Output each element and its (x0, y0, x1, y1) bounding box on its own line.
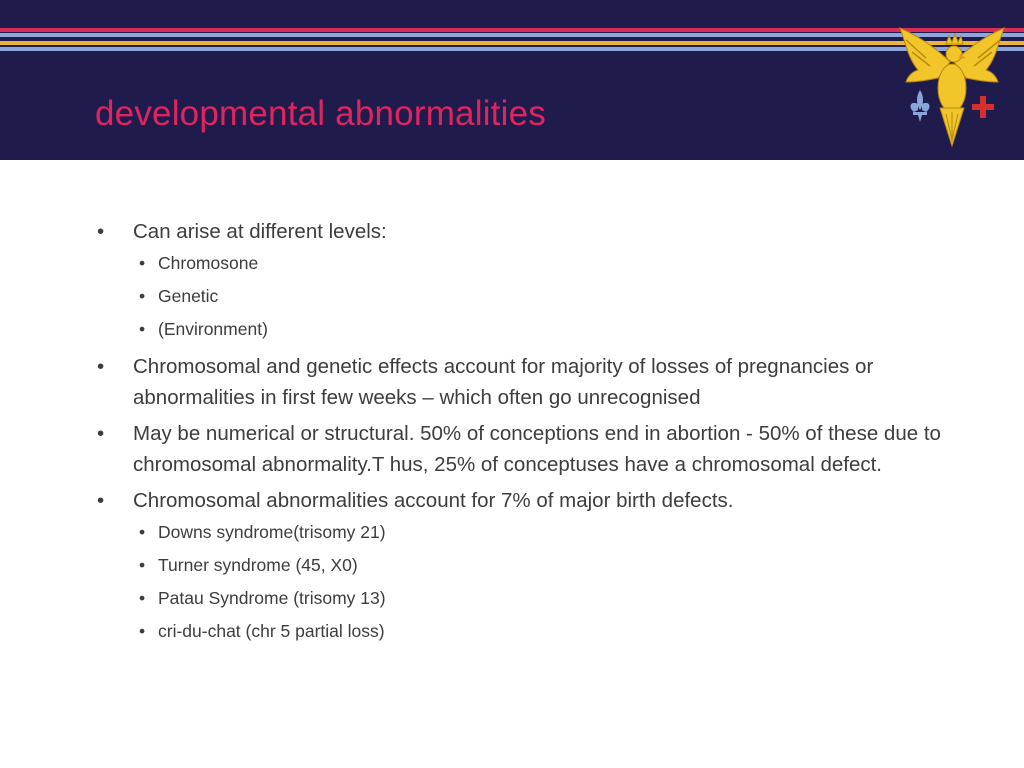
sub-bullet-item: • (Environment) (139, 319, 268, 339)
stripe-gold (0, 41, 1024, 45)
eagle-crest-icon (896, 18, 1008, 150)
bullet-item: • Chromosomal abnormalities account for 7% of major birth defects. (97, 489, 734, 512)
sub-bullet-item: • cri-du-chat (chr 5 partial loss) (139, 621, 385, 641)
slide-header (0, 0, 1024, 160)
sub-bullet-item: • Genetic (139, 286, 219, 306)
fleur-de-lis-icon (911, 90, 930, 122)
bullet-text: Chromosomal and genetic effects account for majority of losses of pregnancies or abnormalities in first few weeks – which often go unrecognised (133, 355, 874, 409)
stripe-blue-bottom (0, 47, 1024, 51)
bullet-item: • May be numerical or structural. 50% of conceptions end in abortion - 50% of these due to chromosomal abnormality.T hus, 25% of conceptuses have a chromosomal defect. (97, 422, 941, 476)
sub-bullet-item: • Turner syndrome (45, X0) (139, 555, 358, 575)
sub-bullet-list (95, 521, 955, 643)
sub-bullet-list (95, 252, 955, 341)
stripe-blue-top (0, 33, 1024, 37)
cross-icon (972, 96, 994, 118)
bullet-text: Chromosomal abnormalities account for 7% of major birth defects. (133, 489, 734, 512)
stripe-red-top (0, 28, 1024, 32)
bullet-text: Can arise at different levels: (133, 220, 387, 243)
bullet-text: May be numerical or structural. 50% of conceptions end in abortion - 50% of these due to chromosomal abnormality.T hus, 25% of conceptuses have a chromosomal defect. (133, 422, 941, 476)
slide-title: developmental abnormalities (95, 94, 546, 133)
slide-body (95, 216, 955, 653)
bullet-item: • Can arise at different levels: (97, 220, 387, 243)
bullet-item: • Chromosomal and genetic effects account for majority of losses of pregnancies or abnormalities in first few weeks – which often go unrecognised (97, 355, 874, 409)
sub-bullet-item: • Downs syndrome(trisomy 21) (139, 522, 386, 542)
sub-bullet-item: • Chromosone (139, 253, 259, 273)
sub-bullet-item: • Patau Syndrome (trisomy 13) (139, 588, 386, 608)
